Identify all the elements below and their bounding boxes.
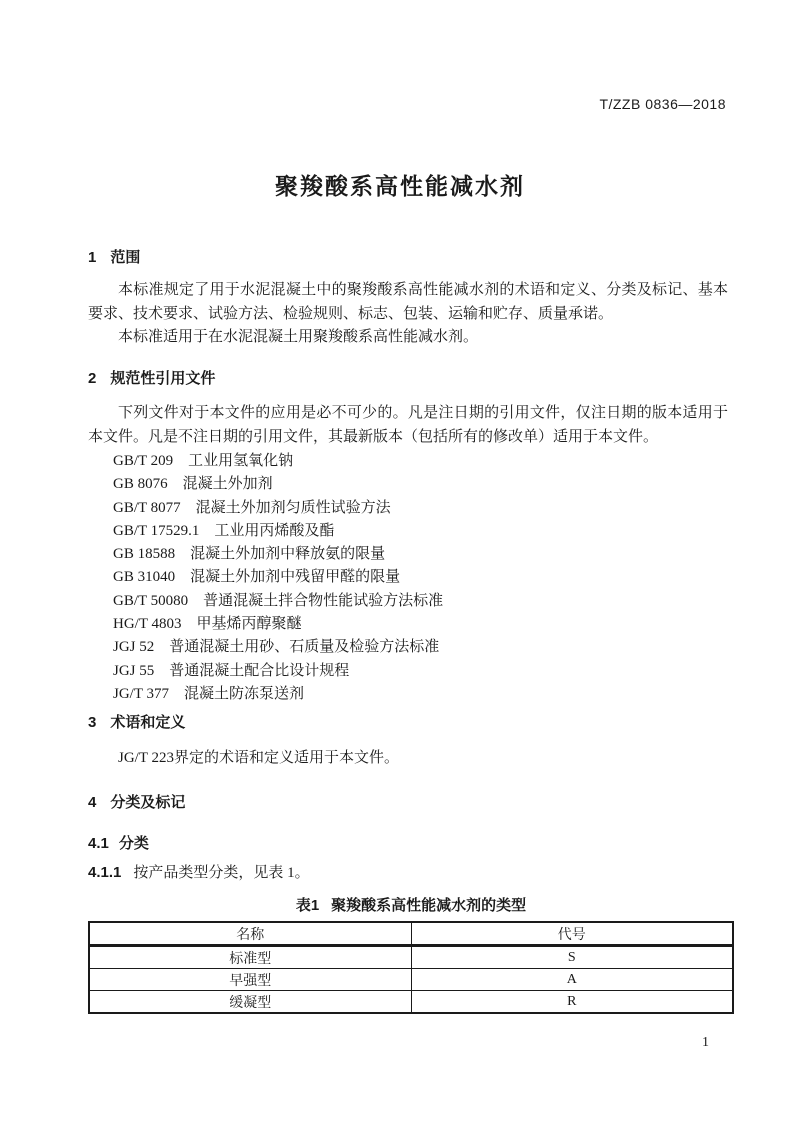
table-row: [89, 946, 733, 969]
reference-item: GB/T 17529.1 工业用丙烯酸及酯: [113, 522, 335, 539]
section-4-1-heading: [88, 832, 728, 853]
clause-4-1-1: [88, 861, 728, 885]
references-list: [88, 450, 728, 706]
table-row: [89, 969, 733, 991]
table-label: 表1: [295, 897, 320, 914]
section-4-heading: [88, 791, 728, 812]
section-2-number: 2: [88, 370, 97, 387]
reference-item: JGJ 55 普通混凝土配合比设计规程: [113, 662, 350, 679]
section-3-title: 术语和定义: [110, 714, 186, 731]
reference-item: JG/T 377 混凝土防冻泵送剂: [113, 685, 304, 702]
type-name-cell: 标准型: [89, 946, 411, 969]
reference-item: GB/T 209 工业用氢氧化钠: [113, 453, 294, 469]
reference-item: GB 8076 混凝土外加剂: [113, 476, 273, 493]
table-caption: [88, 894, 734, 915]
section-3-number: 3: [88, 714, 97, 731]
section-1-heading: [88, 246, 728, 267]
type-name-cell: 缓凝型: [89, 991, 411, 1014]
references-intro: 下列文件对于本文件的应用是必不可少的。凡是注日期的引用文件，仅注日期的版本适用于本文件。凡是不注日期的引用文件，其最新版本（包括所有的修改单）适用于本文件。: [88, 405, 728, 445]
section-1-number: 1: [88, 249, 97, 266]
terms-paragraph: JG/T 223界定的术语和定义适用于本文件。: [118, 750, 399, 766]
type-code-cell: A: [411, 969, 733, 991]
table-header-row: [89, 922, 733, 946]
scope-paragraph-2: 本标准适用于在水泥混凝土用聚羧酸系高性能减水剂。: [118, 329, 479, 345]
section-1-title: 范围: [110, 249, 141, 266]
reference-item: GB/T 8077 混凝土外加剂匀质性试验方法: [113, 499, 391, 516]
type-code-cell: S: [411, 946, 733, 969]
type-table-container: [88, 921, 734, 1014]
section-2-heading: [88, 367, 728, 388]
type-table: [88, 921, 734, 1014]
document-title: 聚羧酸系高性能减水剂: [275, 173, 525, 199]
section-4-number: 4: [88, 794, 97, 811]
clause-4-1-1-number: 4.1.1: [88, 864, 122, 881]
section-2-title: 规范性引用文件: [110, 370, 216, 387]
reference-item: GB 18588 混凝土外加剂中释放氨的限量: [113, 546, 386, 563]
section-4-1-title: 分类: [118, 835, 149, 852]
table-row: [89, 991, 733, 1014]
column-header-code: 代号: [411, 922, 733, 946]
reference-item: HG/T 4803 甲基烯丙醇聚醚: [113, 616, 302, 633]
scope-paragraph-1: 本标准规定了用于水泥混凝土中的聚羧酸系高性能减水剂的术语和定义、分类及标记、基本要求、技术要求、试验方法、检验规则、标志、包装、运输和贮存、质量承诺。: [88, 282, 728, 322]
table-title: 聚羧酸系高性能减水剂的类型: [331, 897, 527, 914]
standard-code: T/ZZB 0836—2018: [599, 96, 726, 112]
column-header-name: 名称: [89, 922, 411, 946]
reference-item: JGJ 52 普通混凝土用砂、石质量及检验方法标准: [113, 639, 440, 656]
clause-4-1-1-text: 按产品类型分类，见表 1。: [133, 865, 310, 881]
section-4-1-number: 4.1: [88, 835, 109, 852]
page-number: 1: [702, 1035, 709, 1050]
type-name-cell: 早强型: [89, 969, 411, 991]
reference-item: GB/T 50080 普通混凝土拌合物性能试验方法标准: [113, 592, 444, 609]
section-4-title: 分类及标记: [110, 794, 186, 811]
type-code-cell: R: [411, 991, 733, 1014]
section-3-heading: [88, 711, 728, 732]
reference-item: GB 31040 混凝土外加剂中残留甲醛的限量: [113, 569, 401, 586]
